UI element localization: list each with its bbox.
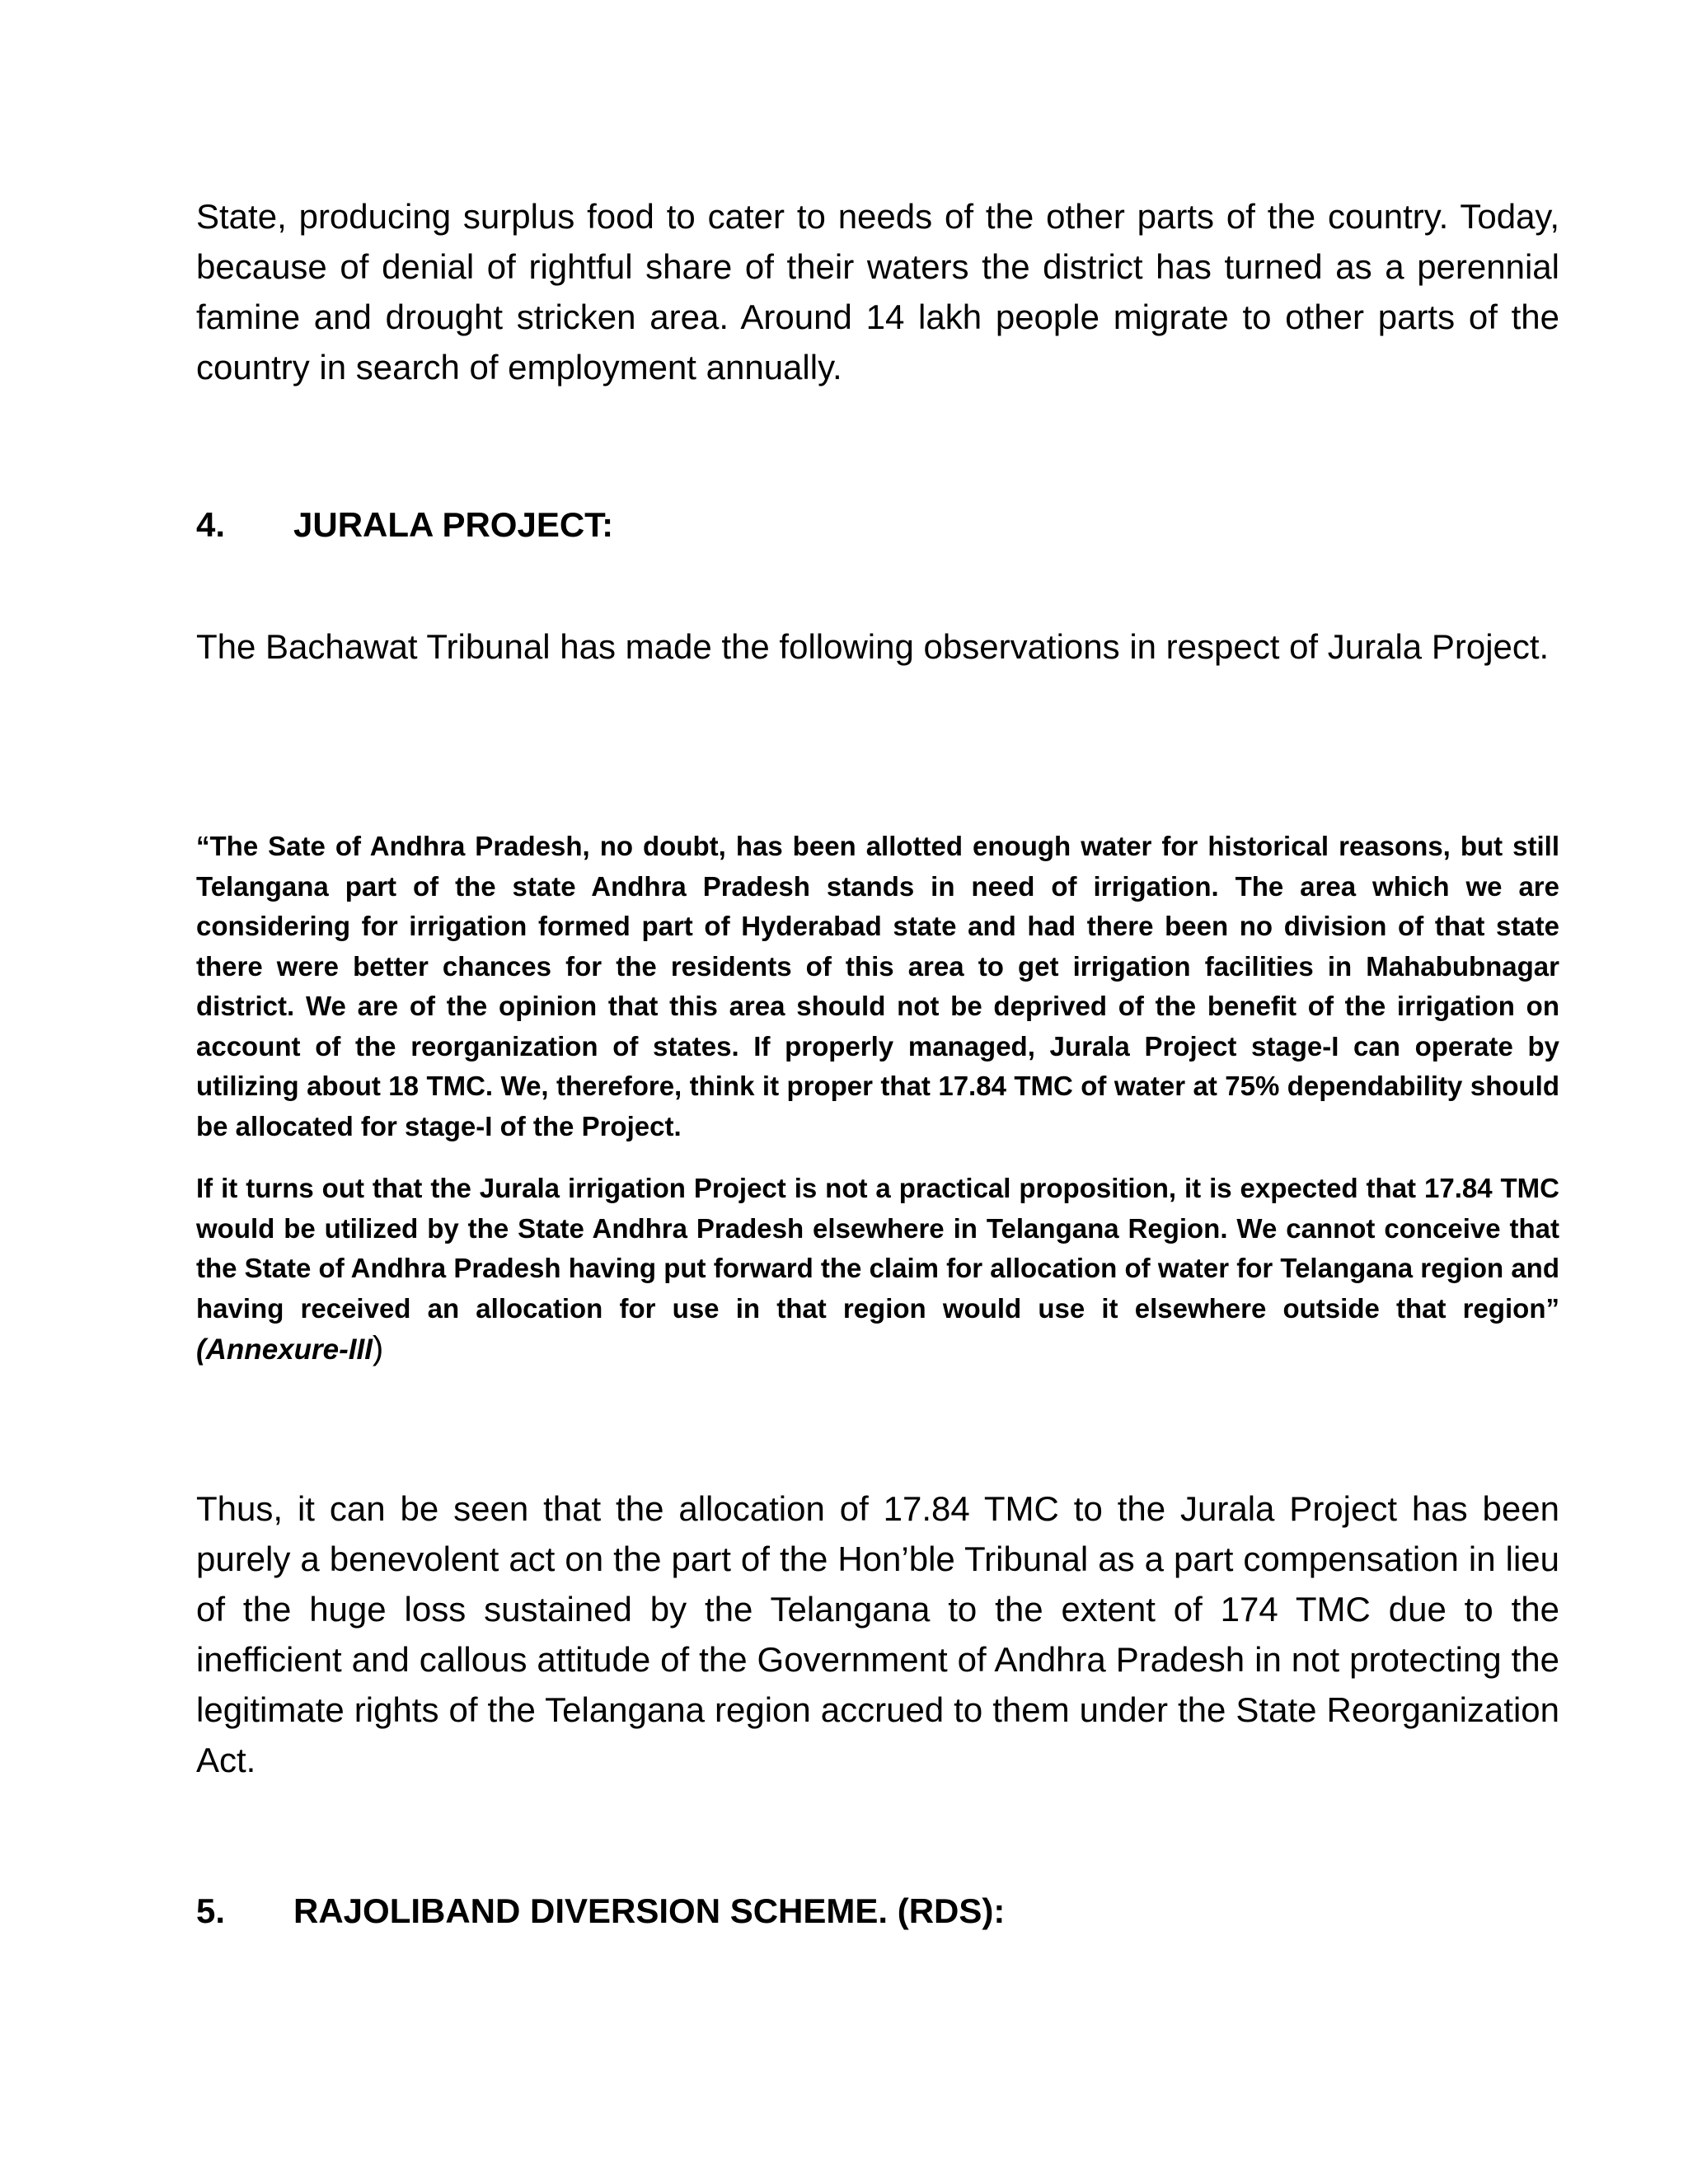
section-number: 4. bbox=[196, 505, 226, 544]
conclusion-paragraph: Thus, it can be seen that the allocation of 17.84 TMC to the Jurala Project has been purely a benevolent act on the part of the Hon’ble Tribunal as a part compensation in lieu of the huge loss sustained by the Telangana to the extent of 174 TMC due to the inefficient and callous attitude of the Government of Andhra Pradesh in not protecting the legitimate rights of the Telangana region accrued to them under the State Reorganization Act. bbox=[196, 1489, 1559, 1779]
section-number: 5. bbox=[196, 1891, 226, 1930]
tribunal-quote-paragraph-2 bbox=[196, 1169, 1559, 1371]
section-heading-jurala bbox=[196, 499, 613, 550]
tribunal-intro-paragraph: The Bachawat Tribunal has made the following observations in respect of Jurala Project. bbox=[196, 627, 1550, 666]
annexure-reference: (Annexure-III bbox=[196, 1333, 373, 1366]
annexure-closing-paren: ) bbox=[372, 1330, 384, 1366]
tribunal-quote-paragraph-1: “The Sate of Andhra Pradesh, no doubt, has been allotted enough water for historical reasons, but still Telangana part of the state Andhra Pradesh stands in need of irrigation. The area which we are considering for irrigation formed part of Hyderabad state and had there been no division of that state there were better chances for the residents of this area to get irrigation facilities in Mahabubnagar district. We are of the opinion that this area should not be deprived of the benefit of the irrigation on account of the reorganization of states. If properly managed, Jurala Project stage-I can operate by utilizing about 18 TMC. We, therefore, think it proper that 17.84 TMC of water at 75% dependability should be allocated for stage-I of the Project. bbox=[196, 831, 1559, 1141]
section-title: RAJOLIBAND DIVERSION SCHEME. (RDS): bbox=[293, 1891, 1006, 1930]
quote-text: If it turns out that the Jurala irrigation Project is not a practical proposition, it is expected that 17.84 TMC would be utilized by the State Andhra Pradesh elsewhere in Telangana Region. We cannot conceive that the State of Andhra Pradesh having put forward the claim for allocation of water for Telangana region and having received an allocation for use in that region would use it elsewhere outside that region” bbox=[196, 1173, 1559, 1324]
intro-paragraph: State, producing surplus food to cater to needs of the other parts of the country. Today, because of denial of rightful share of their waters the district has turned as a perennial famine and drought stricken area. Around 14 lakh people migrate to other parts of the country in search of employment annually. bbox=[196, 197, 1559, 387]
section-title: JURALA PROJECT: bbox=[293, 505, 614, 544]
section-heading-rds bbox=[196, 1886, 1005, 1936]
